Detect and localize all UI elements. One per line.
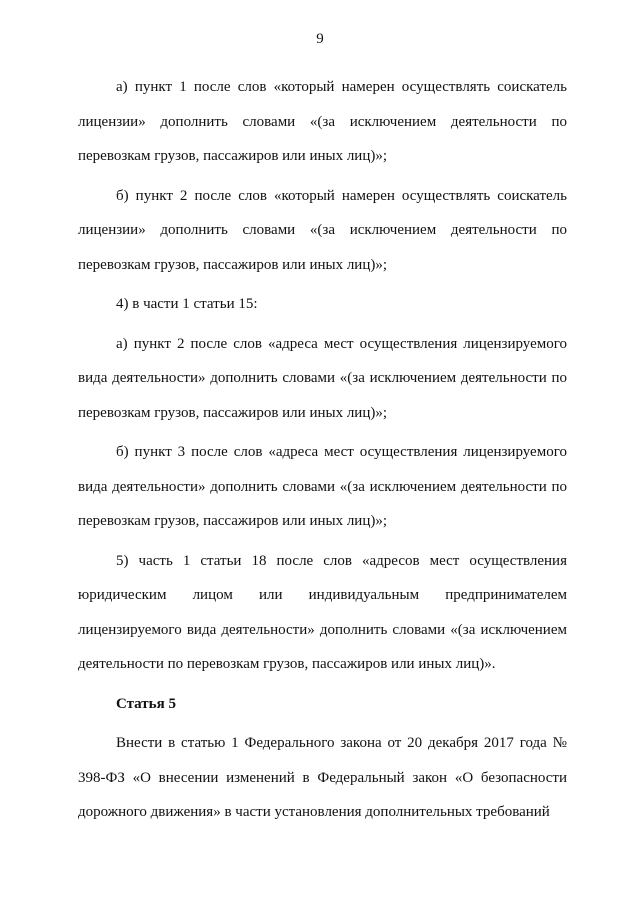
article-heading: Статья 5 [116,695,176,712]
paragraph-b-2: б) пункт 2 после слов «который намерен осуществлять соискатель лицензии» дополнить словами «(за исключением деятельности по перевозкам грузов, пассажиров или иных лиц)»; [78,187,567,273]
paragraph-a-2: а) пункт 2 после слов «адреса мест осуществления лицензируемого вида деятельности» дополнить словами «(за исключением деятельности по перевозкам грузов, пассажиров или иных лиц)»; [78,335,567,421]
paragraph-b-3: б) пункт 3 после слов «адреса мест осуществления лицензируемого вида деятельности» дополнить словами «(за исключением деятельности по перевозкам грузов, пассажиров или иных лиц)»; [78,444,567,529]
paragraph-a-1: а) пункт 1 после слов «который намерен осуществлять соискатель лицензии» дополнить словами «(за исключением деятельности по перевозкам грузов, пассажиров или иных лиц)»; [78,79,567,164]
paragraph-item-4: 4) в части 1 статьи 15: [116,296,258,312]
document-body [78,70,567,835]
paragraph-article-5-text: Внести в статью 1 Федерального закона от 20 декабря 2017 года № 398-ФЗ «О внесении изменений в Федеральный закон «О безопасности дорожного движения» в части установления дополнительных требований [78,735,567,820]
page-number: 9 [316,31,324,47]
paragraph-item-5: 5) часть 1 статьи 18 после слов «адресов мест осуществления юридическим лицом или индивидуальным предпринимателем лицензируемого вида деятельности» дополнить словами «(за исключением деятельности по перевозкам грузов, пассажиров или иных лиц)». [78,552,567,672]
